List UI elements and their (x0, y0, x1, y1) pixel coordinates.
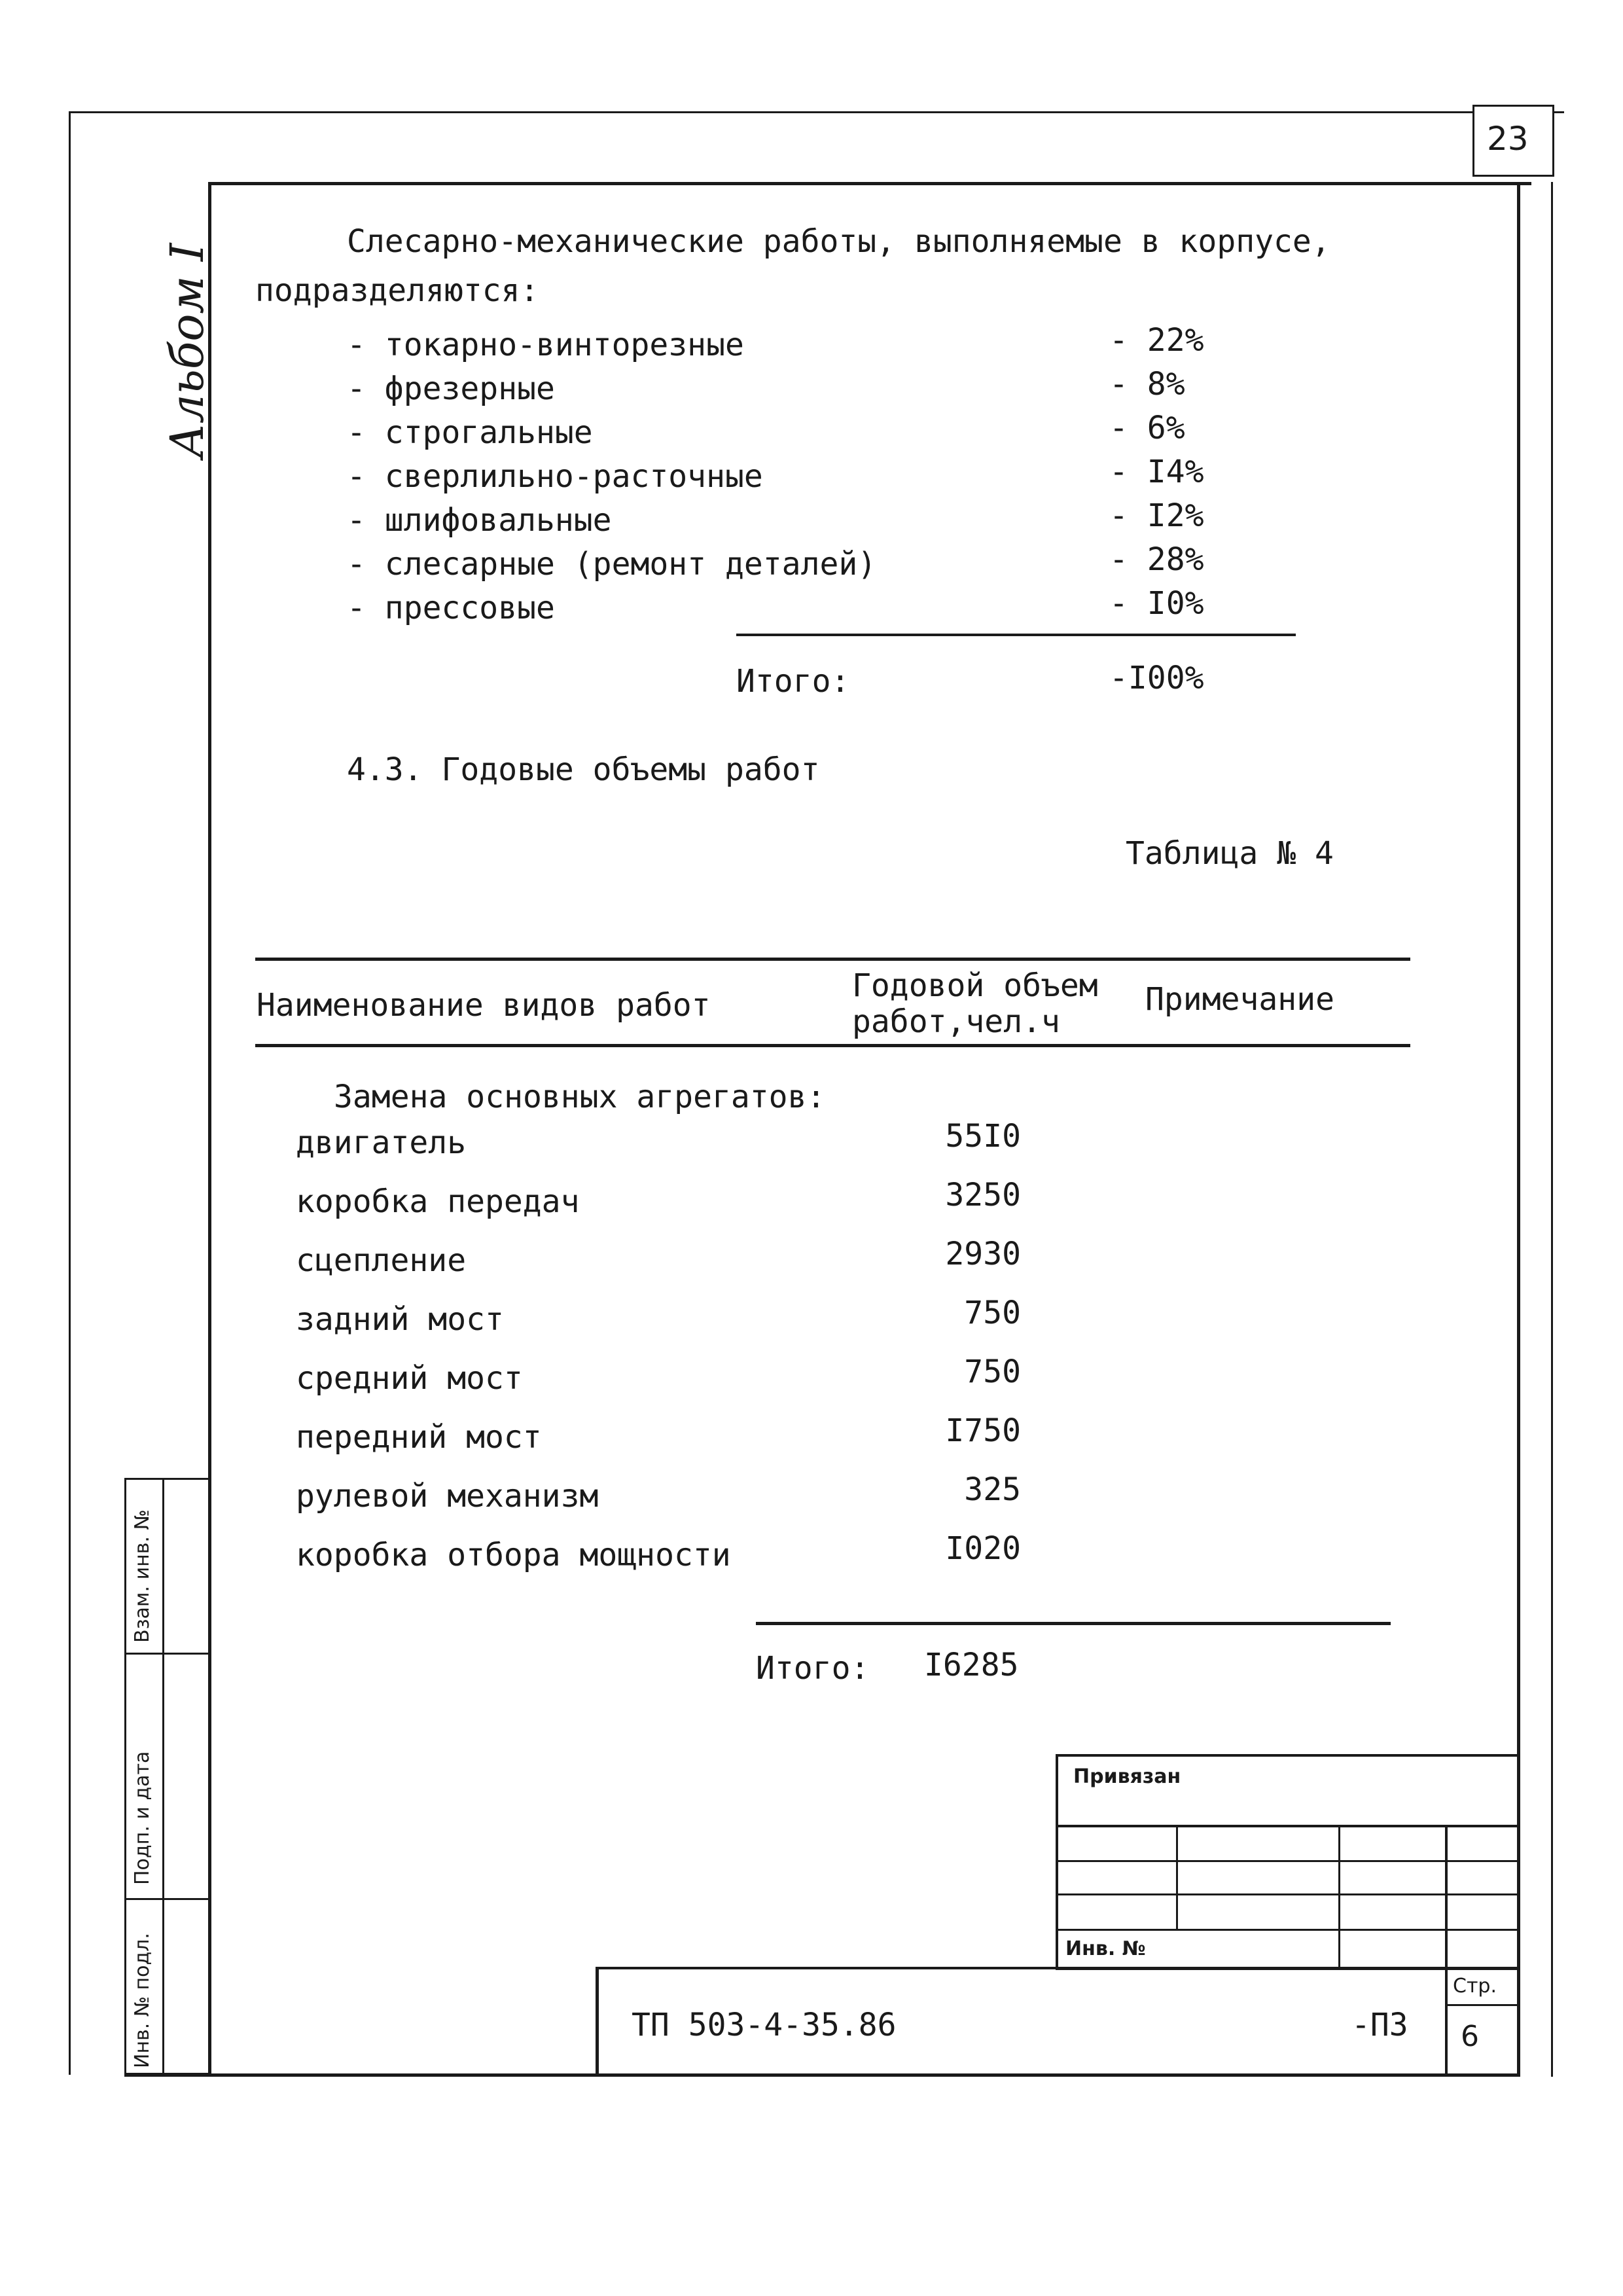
stamp-grid-line (1056, 1893, 1520, 1895)
table-row-value: 750 (964, 1354, 1021, 1390)
side-label-inv-podl: Инв. № подл. (131, 1933, 154, 2068)
stamp-grid-line (1176, 1825, 1178, 1929)
table-row-value: I750 (945, 1412, 1021, 1449)
work-type-name: - токарно-винторезные (347, 327, 744, 363)
table-total-value: I6285 (924, 1647, 1019, 1683)
work-type-name: - слесарные (ремонт деталей) (347, 546, 877, 583)
table-row-name: двигатель (296, 1124, 467, 1161)
work-type-name: - фрезерные (347, 370, 555, 407)
stamp-grid-line (1338, 1825, 1340, 1969)
stamp-doc-suffix: -ПЗ (1351, 2007, 1408, 2043)
table-row-name: рулевой механизм (296, 1478, 599, 1515)
stamp-inv-no: Инв. № (1065, 1937, 1146, 1960)
work-type-name: - строгальные (347, 414, 593, 451)
work-type-value: - 8% (1109, 366, 1185, 403)
table-row-name: коробка отбора мощности (296, 1537, 731, 1573)
inner-left-line (208, 182, 211, 2077)
side-stamp-divider (124, 1898, 208, 1900)
intro-line-1: Слесарно-механические работы, выполняемые в корпусе, (347, 223, 1330, 260)
side-label-vzam: Взам. инв. № (131, 1509, 154, 1643)
work-type-value: - 6% (1109, 410, 1185, 446)
side-stamp-divider (162, 1478, 164, 2075)
work-type-value: - I2% (1109, 497, 1204, 534)
album-label: Альбом I (160, 243, 214, 458)
work-type-value: - 28% (1109, 541, 1204, 578)
work-type-value: - I0% (1109, 585, 1204, 622)
work-type-name: - сверлильно-расточные (347, 458, 763, 495)
work-type-name: - шлифовальные (347, 502, 612, 539)
table-total-label: Итого: (756, 1650, 870, 1687)
header-volume-line-1: Годовой объем (852, 967, 1098, 1004)
table-header-rule (255, 1044, 1410, 1047)
side-stamp-divider (124, 1653, 208, 1655)
outer-right-line (1551, 182, 1553, 2077)
table-row-name: средний мост (296, 1360, 523, 1397)
table-row-value: 3250 (945, 1177, 1021, 1213)
stamp-grid-line (1056, 1825, 1520, 1827)
section-heading: 4.3. Годовые объемы работ (347, 751, 820, 788)
header-name: Наименование видов работ (257, 987, 711, 1024)
stamp-str-label: Стр. (1453, 1975, 1497, 1998)
table-caption: Таблица № 4 (1126, 835, 1334, 872)
header-note: Примечание (1145, 981, 1334, 1018)
work-type-value: - 22% (1109, 322, 1204, 359)
work-types-total-label: Итого: (736, 663, 850, 700)
table-row-value: 750 (964, 1295, 1021, 1331)
table-total-rule (756, 1622, 1391, 1625)
page-number: 23 (1487, 120, 1529, 158)
table-top-rule (255, 958, 1410, 961)
inner-top-line (209, 182, 1531, 185)
work-type-value: - I4% (1109, 454, 1204, 490)
stamp-grid-line (1056, 1860, 1520, 1862)
stamp-doc-code: ТП 503-4-35.86 (632, 2007, 897, 2043)
side-label-podp: Подп. и дата (131, 1751, 154, 1885)
work-type-name: - прессовые (347, 590, 555, 626)
stamp-grid-line (1056, 1929, 1520, 1931)
work-types-total-value: -I00% (1109, 660, 1204, 696)
table-row-name: задний мост (296, 1301, 504, 1338)
table-row-value: 2930 (945, 1236, 1021, 1272)
table-row-value: 325 (964, 1471, 1021, 1508)
table-row-value: I020 (945, 1530, 1021, 1567)
table-row-name: передний мост (296, 1419, 542, 1456)
stamp-str-divider (1445, 2004, 1520, 2006)
table-row-value: 55I0 (945, 1118, 1021, 1155)
stamp-privyazan-label: Привязан (1073, 1765, 1181, 1788)
table-row-name: сцепление (296, 1242, 467, 1279)
outer-left-line (69, 111, 71, 2075)
work-types-total-rule (736, 634, 1296, 636)
table-group-title: Замена основных агрегатов: (334, 1079, 826, 1115)
stamp-str-value: 6 (1461, 2020, 1479, 2053)
outer-top-line (69, 111, 1564, 113)
table-row-name: коробка передач (296, 1183, 580, 1220)
header-volume-line-2: работ,чел.ч (852, 1003, 1060, 1040)
intro-line-2: подразделяются: (255, 272, 539, 309)
